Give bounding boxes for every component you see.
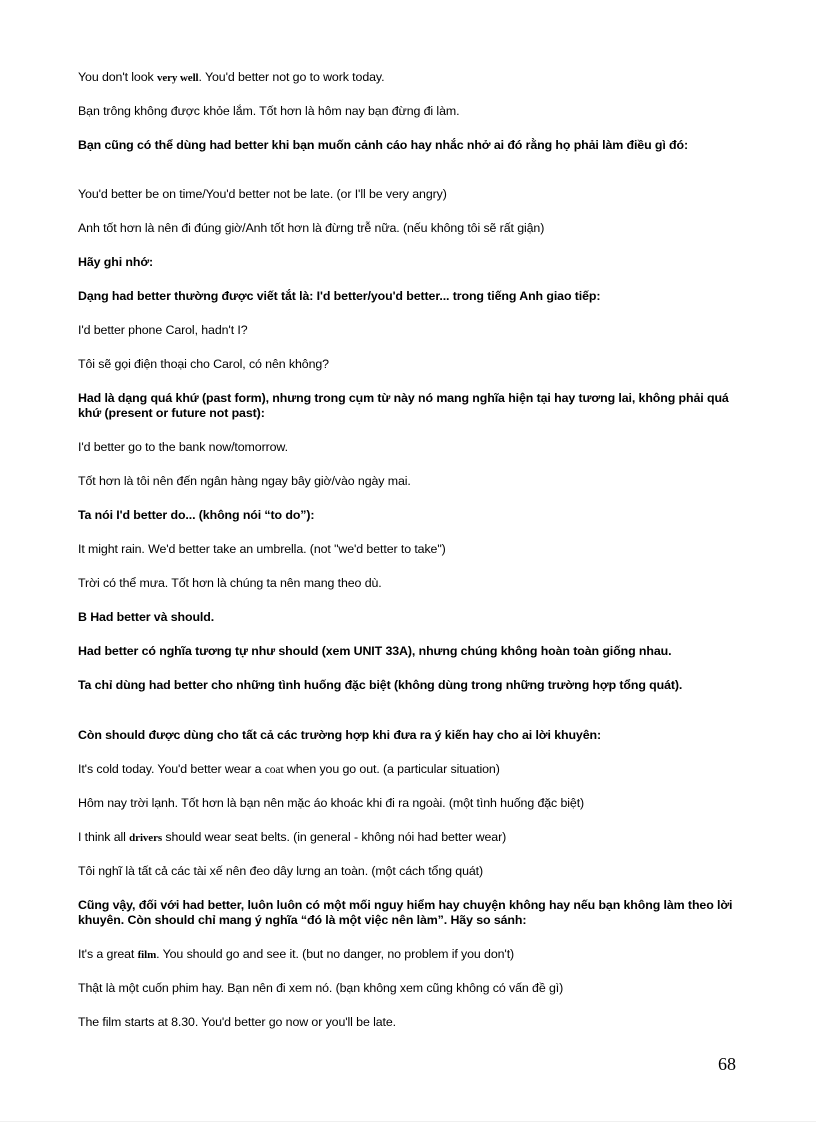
example-text-emphasis: coat	[264, 764, 284, 776]
example-text-pre: It's cold today. You'd better wear a	[78, 762, 265, 776]
paragraph-example-7	[78, 830, 746, 846]
paragraph-note-heading: Hãy ghi nhớ:	[78, 255, 154, 269]
example-text-pre: It's a great	[78, 947, 138, 961]
example-text-post: when you go out. (a particular situation)	[283, 762, 500, 776]
example-text-pre: You don't look	[78, 70, 157, 84]
page-bottom-edge	[0, 1121, 816, 1122]
paragraph-example-4: I'd better go to the bank now/tomorrow.	[78, 440, 288, 454]
paragraph-rule-should-general: Còn should được dùng cho tất cả các trường hợp khi đưa ra ý kiến hay cho ai lời khuyên:	[78, 728, 602, 742]
paragraph-example-9: The film starts at 8.30. You'd better go now or you'll be late.	[78, 1015, 397, 1029]
paragraph-translation-7: Tôi nghĩ là tất cả các tài xế nên đeo dây lưng an toàn. (một cách tổng quát)	[78, 864, 484, 878]
paragraph-translation-4: Tốt hơn là tôi nên đến ngân hàng ngay bây giờ/vào ngày mai.	[78, 474, 411, 488]
example-text-pre: I think all	[78, 830, 130, 844]
paragraph-translation-2: Anh tốt hơn là nên đi đúng giờ/Anh tốt hơn là đừng trễ nữa. (nếu không tôi sẽ rất giận)	[78, 221, 545, 235]
paragraph-translation-6: Hôm nay trời lạnh. Tốt hơn là bạn nên mặc áo khoác khi đi ra ngoài. (một tình huống đặc biệt)	[78, 796, 585, 810]
example-text-post: should wear seat belts. (in general - không nói had better wear)	[162, 830, 507, 844]
paragraph-rule-short-form: Dạng had better thường được viết tắt là: I'd better/you'd better... trong tiếng Anh giao tiếp:	[78, 289, 601, 303]
paragraph-example-3: I'd better phone Carol, hadn't I?	[78, 323, 248, 337]
example-text-post: . You'd better not go to work today.	[198, 70, 385, 84]
example-text-post: . You should go and see it. (but no danger, no problem if you don't)	[156, 947, 515, 961]
paragraph-translation-5: Trời có thể mưa. Tốt hơn là chúng ta nên mang theo dù.	[78, 576, 382, 590]
paragraph-rule-similar-should: Had better có nghĩa tương tự như should (xem UNIT 33A), nhưng chúng không hoàn toàn giống nhau.	[78, 644, 672, 658]
example-text-emphasis: film	[137, 949, 157, 961]
paragraph-example-5: It might rain. We'd better take an umbrella. (not "we'd better to take")	[78, 542, 446, 556]
paragraph-rule-warning: Bạn cũng có thể dùng had better khi bạn muốn cảnh cáo hay nhắc nhở ai đó rằng họ phải làm điều gì đó:	[78, 138, 689, 152]
paragraph-translation-3: Tôi sẽ gọi điện thoại cho Carol, có nên không?	[78, 357, 329, 371]
paragraph-translation-1: Bạn trông không được khỏe lắm. Tốt hơn là hôm nay bạn đừng đi làm.	[78, 104, 460, 118]
paragraph-rule-particular: Ta chỉ dùng had better cho những tình huống đặc biệt (không dùng trong những trường hợp tổng quát).	[78, 678, 683, 692]
paragraph-rule-past-form: Had là dạng quá khứ (past form), nhưng trong cụm từ này nó mang nghĩa hiện tại hay tương lai, không phải quá khứ (present or future not past):	[78, 391, 729, 420]
example-text-emphasis: very well	[156, 72, 199, 84]
paragraph-rule-do: Ta nói I'd better do... (không nói “to do”):	[78, 508, 315, 522]
paragraph-example-1	[78, 70, 746, 86]
paragraph-example-2: You'd better be on time/You'd better not be late. (or I'll be very angry)	[78, 187, 447, 201]
paragraph-rule-danger: Cũng vậy, đối với had better, luôn luôn có một mối nguy hiểm hay chuyện không hay nếu bạn không làm theo lời khuyên. Còn should chỉ mang ý nghĩa “đó là một việc nên làm”. Hãy so sánh:	[78, 898, 733, 927]
paragraph-example-6	[78, 762, 746, 778]
example-text-emphasis: drivers	[129, 832, 163, 844]
paragraph-translation-8: Thật là một cuốn phim hay. Bạn nên đi xem nó. (bạn không xem cũng không có vấn đề gì)	[78, 981, 564, 995]
page-number: 68	[718, 1054, 736, 1074]
paragraph-example-8	[78, 947, 746, 963]
section-heading-b: B Had better và should.	[78, 610, 215, 624]
